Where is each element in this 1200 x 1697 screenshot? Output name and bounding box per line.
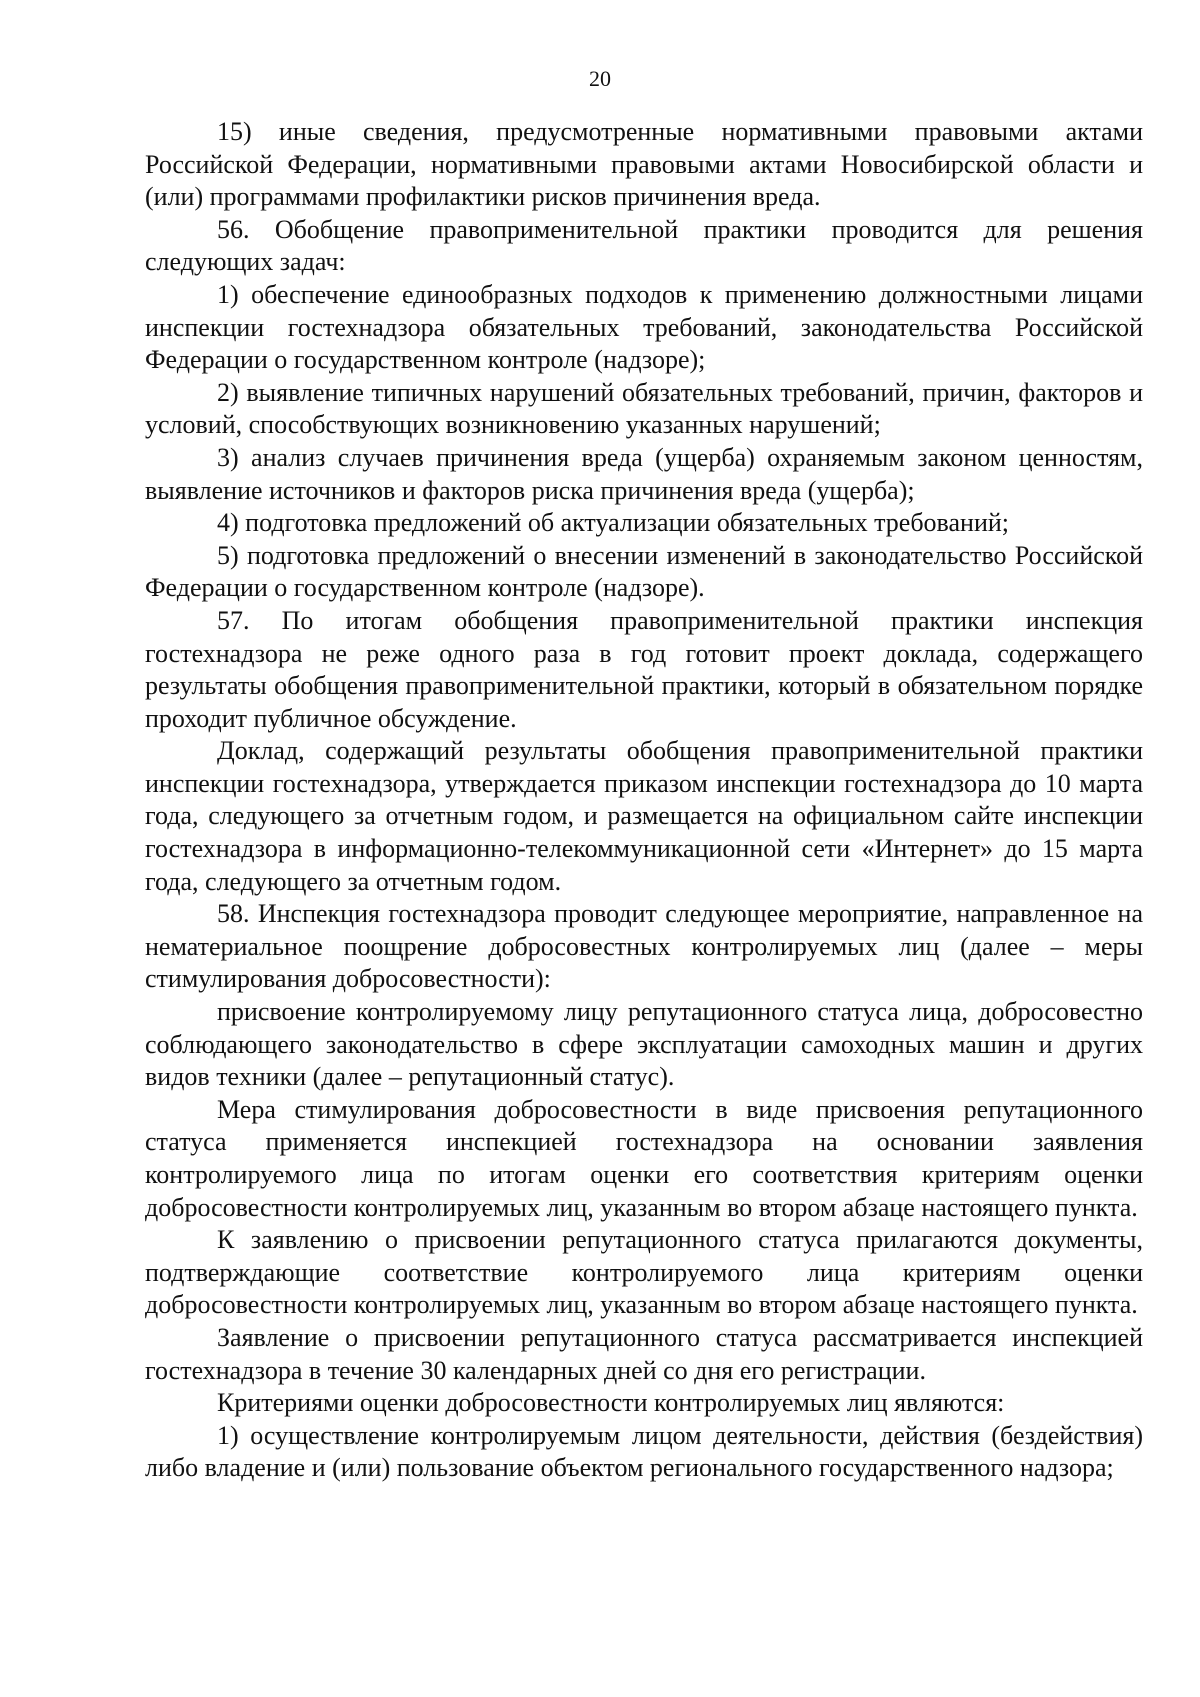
document-body [145, 116, 1143, 1485]
paragraph-application-review: Заявление о присвоении репутационного статуса рассматривается инспекцией гостехнадзора в течение 30 календарных дней со дня его регистрации. [145, 1322, 1143, 1385]
paragraph-task-3: 3) анализ случаев причинения вреда (ущерба) охраняемым законом ценностям, выявление источников и факторов риска причинения вреда (ущерба); [145, 442, 1143, 505]
page-number: 20 [589, 66, 611, 91]
paragraph-incentive-measure: Мера стимулирования добросовестности в виде присвоения репутационного статуса применяется инспекцией гостехнадзора на основании заявления контролируемого лица по итогам оценки его соответствия критериям оценки добросовестности контролируемых лиц, указанным во втором абзаце настоящего пункта. [145, 1094, 1143, 1222]
paragraph-task-2: 2) выявление типичных нарушений обязательных требований, причин, факторов и условий, способствующих возникновению указанных нарушений; [145, 377, 1143, 440]
paragraph-clause-58: 58. Инспекция гостехнадзора проводит следующее мероприятие, направленное на нематериальное поощрение добросовестных контролируемых лиц (далее – меры стимулирования добросовестности): [145, 899, 1143, 994]
paragraph-task-5: 5) подготовка предложений о внесении изменений в законодательство Российской Федерации о государственном контроле (надзоре). [145, 540, 1143, 603]
paragraph-clause-56: 56. Обобщение правоприменительной практики проводится для решения следующих задач: [145, 214, 1143, 277]
paragraph-report: Доклад, содержащий результаты обобщения правоприменительной практики инспекции гостехнадзора, утверждается приказом инспекции гостехнадзора до 10 марта года, следующего за отчетным годом, и размещается на официальном сайте инспекции гостехнадзора в информационно-телекоммуникационной сети «Интернет» до 15 марта года, следующего за отчетным годом. [145, 736, 1143, 896]
paragraph-criteria-intro: Критериями оценки добросовестности контролируемых лиц являются: [217, 1388, 1005, 1418]
paragraph-criterion-1: 1) осуществление контролируемым лицом деятельности, действия (бездействия) либо владение и (или) пользование объектом регионального государственного надзора; [145, 1420, 1143, 1483]
paragraph-clause-57: 57. По итогам обобщения правоприменительной практики инспекция гостехнадзора не реже одного раза в год готовит проект доклада, содержащего результаты обобщения правоприменительной практики, который в обязательном порядке проходит публичное обсуждение. [145, 605, 1143, 733]
paragraph-application-documents: К заявлению о присвоении репутационного статуса прилагаются документы, подтверждающие соответствие контролируемого лица критериям оценки добросовестности контролируемых лиц, указанным во втором абзаце настоящего пункта. [145, 1225, 1143, 1320]
paragraph-item-15: 15) иные сведения, предусмотренные нормативными правовыми актами Российской Федерации, нормативными правовыми актами Новосибирской области и (или) программами профилактики рисков причинения вреда. [145, 117, 1143, 212]
paragraph-task-1: 1) обеспечение единообразных подходов к применению должностными лицами инспекции гостехнадзора обязательных требований, законодательства Российской Федерации о государственном контроле (надзоре); [145, 279, 1143, 375]
paragraph-reputation-status: присвоение контролируемому лицу репутационного статуса лица, добросовестно соблюдающего законодательство в сфере эксплуатации самоходных машин и других видов техники (далее – репутационный статус). [145, 997, 1143, 1092]
paragraph-task-4: 4) подготовка предложений об актуализации обязательных требований; [217, 508, 1009, 538]
